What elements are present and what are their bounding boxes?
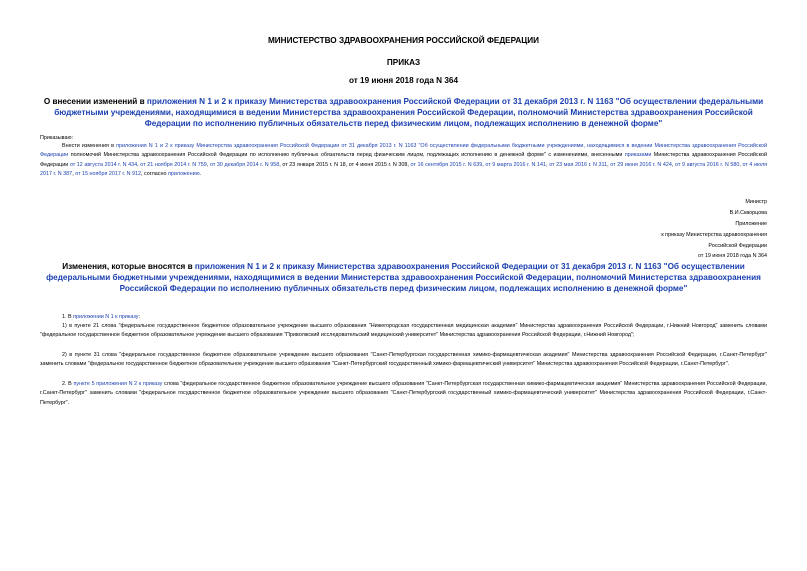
link-appendix-2[interactable]: приложения N 2 к приказу (96, 381, 163, 387)
link-appendix[interactable]: приложению (167, 171, 200, 178)
appendix-line2: Российской Федерации (708, 243, 767, 249)
change-1-2: 2) в пункте 31 слова "федеральное государственное бюджетное образовательное учреждение высшего образования "Санкт-Петербургская государственная химико-фармацевтическая академия" Министерства здравоохранения Российской Федерации, г.Санкт-Петербург" заменить словами "федеральное государственное бюджетное образовательное учреждение высшего образования "Санкт-Петербургский государственный химико-фармацевтический университет" Министерства здравоохранения Российской Федерации, г.Санкт-Петербург". (40, 352, 767, 368)
link-order[interactable]: от 29 июня 2016 г. N 424 (610, 161, 672, 168)
appendix-line1: к приказу Министерства здравоохранения (661, 232, 767, 238)
appendix-label: Приложение (735, 221, 767, 227)
doc-title (40, 96, 767, 129)
link-order[interactable]: от 15 ноября 2017 г. N 912 (75, 171, 142, 178)
link-appendices[interactable]: приложения N 1 и 2 к приказу Министерства здравоохранения Российской Федерации от 31 декабря 2013 г. N 1163 "Об осуществлении федеральными бюджетными учреждениями, находящимися в ведении Министерства здравоохранения Российской Федерации (40, 143, 768, 159)
link-order[interactable]: от 23 мая 2016 г. N 311 (549, 161, 608, 168)
link-order[interactable]: от 9 августа 2016 г. N 580 (675, 161, 740, 168)
title-link[interactable]: приложения N 1 и 2 к приказу Министерства здравоохранения Российской Федерации от 31 декабря 2013 г. N 1163 "Об осуществлении федеральными бюджетными учреждениями, находящимися в ведении Министерства здравоохранения Российской Федерации, полномочий Министерства здравоохранения Российской Федерации по исполнению публичных обязательств перед физическим лицом, подлежащих исполнению в денежной форме" (54, 97, 764, 128)
text: . (199, 171, 202, 178)
text: , (137, 161, 141, 168)
text: 2. В (62, 381, 74, 387)
text: : (138, 314, 140, 320)
appendix-line3: от 19 июня 2018 года N 364 (697, 253, 767, 259)
change-2 (40, 380, 767, 408)
text: 1. В (62, 314, 74, 320)
changes-title-link[interactable]: приложения N 1 и 2 к приказу Министерства здравоохранения Российской Федерации от 31 декабря 2013 г. N 1163 "Об осуществлении федеральными бюджетными учреждениями, находящимися в ведении Министерства здравоохранения Российской Федерации, полномочий Министерства здравоохранения Российской Федерации по исполнению публичных обязательств перед физическим лицом, подлежащих исполнению в денежной форме" (46, 262, 761, 293)
link-point-5[interactable]: пункте 5 (73, 381, 95, 387)
text: , (739, 161, 743, 168)
link-order[interactable]: от 4 июля 2017 г. N 387 (40, 161, 768, 178)
changes-title (40, 261, 767, 294)
text: полномочий Министерства здравоохранения Российской Федерации по исполнению публичных обязательств перед физическим лицом, подлежащих исполнению в денежной форме" с изменениями, внесенными (68, 152, 625, 159)
text: , (482, 161, 486, 168)
doc-date: от 19 июня 2018 года N 364 (348, 76, 459, 85)
change-1-intro (40, 313, 767, 322)
text: слова "федеральное государственное бюджетное образовательное учреждение высшего образования "Санкт-Петербургская государственная химико-фармацевтическая академия" Министерства здравоохранения Российской Федерации, г.Санкт-Петербург" заменить словами "федеральное государственное бюджетное образовательное учреждение высшего образования "Санкт-Петербургский государственный химико-фармацевтический университет" Министерства здравоохранения Российской Федерации, г.Санкт-Петербург". (40, 381, 767, 406)
text: Внести изменения в (62, 143, 117, 149)
order-paragraph (40, 142, 767, 180)
text: , согласно (141, 171, 168, 178)
ministry-header: МИНИСТЕРСТВО ЗДРАВООХРАНЕНИЯ РОССИЙСКОЙ ФЕДЕРАЦИИ (267, 36, 540, 45)
link-prikazy[interactable]: приказами (624, 152, 652, 159)
signature-position: Министр (745, 199, 767, 205)
text: , (206, 161, 210, 168)
signature-name: В.И.Скворцова (729, 210, 767, 216)
text: , (72, 171, 76, 178)
link-appendix-1[interactable]: приложении N 1 к приказу (73, 314, 139, 320)
text: , (546, 161, 550, 168)
doc-type: ПРИКАЗ (386, 58, 421, 67)
text: , (671, 161, 676, 168)
changes-title-prefix: Изменения, которые вносятся в (62, 262, 195, 271)
link-order[interactable]: от 9 марта 2016 г. N 141 (485, 161, 547, 168)
text: , от 23 января 2015 г. N 18, от 4 июня 2015 г. N 308, (279, 161, 411, 168)
link-order[interactable]: от 30 декабря 2014 г. N 958 (209, 161, 280, 168)
prikazyvayu-label: Приказываю: (40, 135, 73, 141)
text: , (607, 161, 611, 168)
title-prefix: О внесении изменений в (43, 97, 147, 106)
link-order[interactable]: от 16 сентября 2015 г. N 639 (410, 161, 483, 168)
text: Министерства здравоохранения Российской Федерации (40, 152, 768, 168)
link-order[interactable]: от 21 ноября 2014 г. N 759 (140, 161, 207, 168)
link-order[interactable]: от 12 августа 2014 г. N 434 (69, 161, 138, 168)
change-1-1: 1) в пункте 21 слова "федеральное государственное бюджетное образовательное учреждение высшего образования "Нижегородская государственная медицинская академия" Министерства здравоохранения Российской Федерации, г.Нижний Новгород" заменить словами "федеральное государственное бюджетное образовательное учреждение высшего образования "Приволжский исследовательский медицинский университет" Министерства здравоохранения Российской Федерации, г.Нижний Новгород"; (40, 323, 767, 339)
